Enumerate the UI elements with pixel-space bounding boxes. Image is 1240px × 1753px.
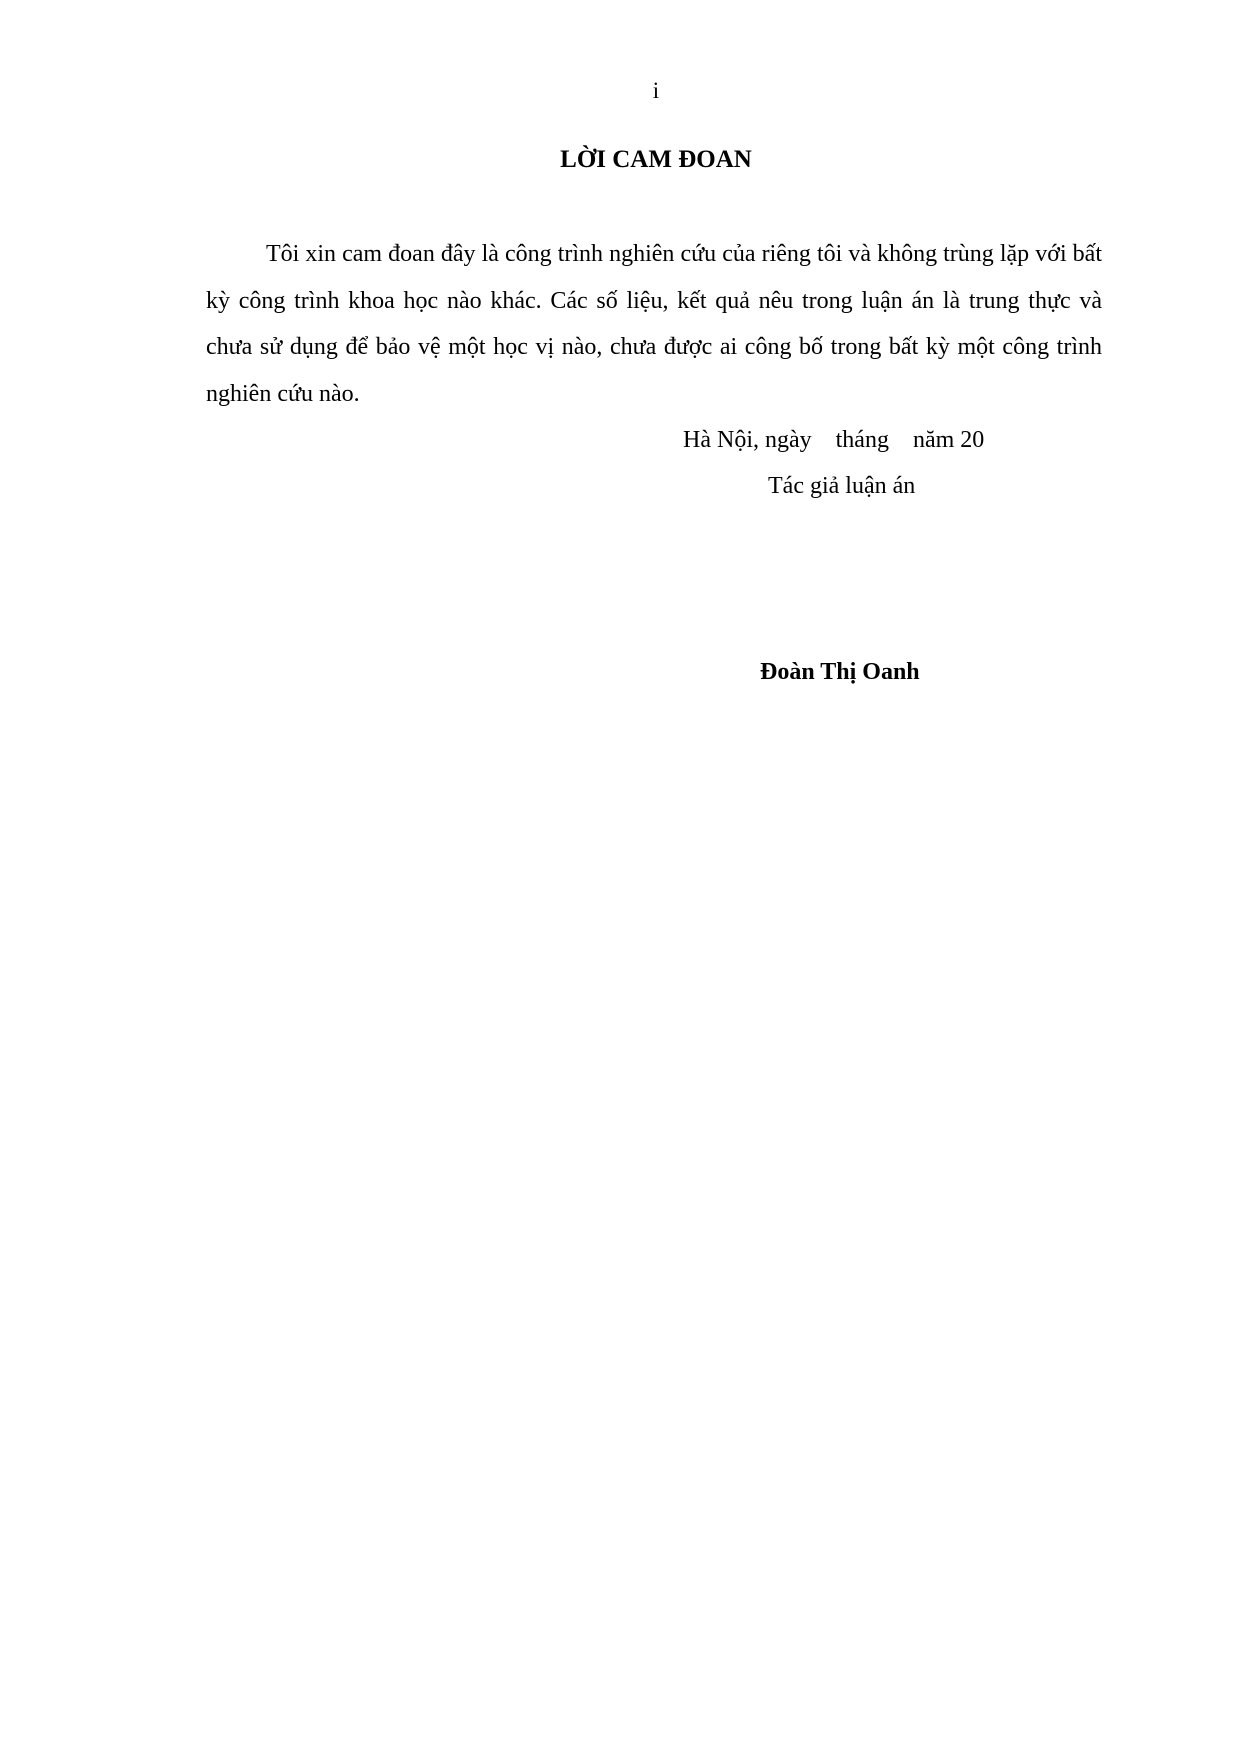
date-line: Hà Nội, ngày tháng năm 20 <box>683 427 985 453</box>
author-name: Đoàn Thị Oanh <box>760 659 920 685</box>
page-number: i <box>652 78 660 103</box>
author-label: Tác giả luận án <box>768 473 916 499</box>
page-title: LỜI CAM ĐOAN <box>560 146 752 173</box>
declaration-paragraph: Tôi xin cam đoan đây là công trình nghiên cứu của riêng tôi và không trùng lặp với bất kỳ công trình khoa học nào khác. Các số liệu, kết quả nêu trong luận án là trung thực và chưa sử dụng để bảo vệ một học vị nào, chưa được ai công bố trong bất kỳ một công trình nghiên cứu nào. <box>206 241 1102 407</box>
